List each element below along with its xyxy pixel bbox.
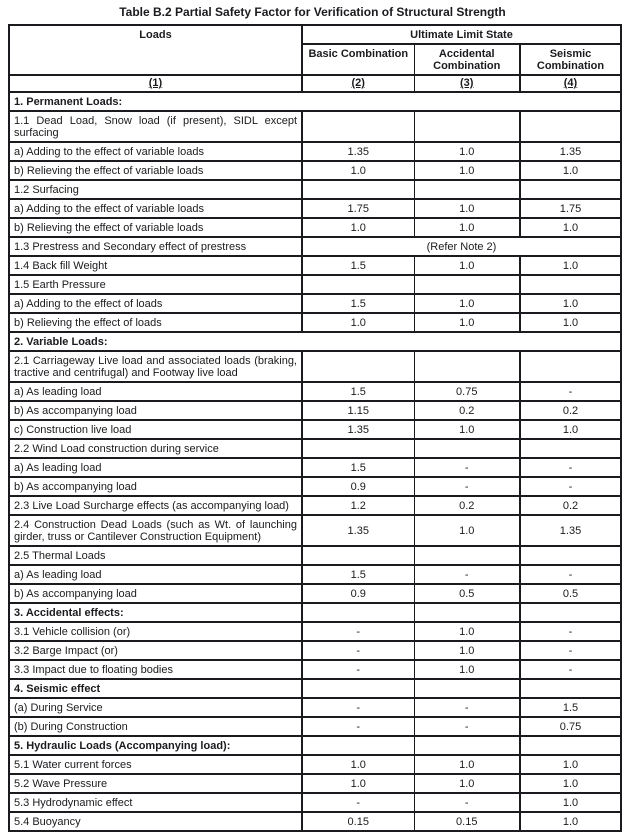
value-cell (414, 603, 520, 622)
section-label: 5. Hydraulic Loads (Accompanying load): (9, 736, 302, 755)
value-cell: 1.5 (302, 565, 414, 584)
table-row (9, 496, 621, 515)
section-label: 4. Seismic effect (9, 679, 302, 698)
value-cell: - (520, 622, 621, 641)
value-cell: - (520, 660, 621, 679)
value-cell: 0.2 (520, 496, 621, 515)
table-row (9, 237, 621, 256)
table-row (9, 199, 621, 218)
section-label: 3. Accidental effects: (9, 603, 302, 622)
value-cell: 1.2 (302, 496, 414, 515)
col-header-ultimate-limit-state: Ultimate Limit State (302, 25, 621, 44)
table-row (9, 256, 621, 275)
value-cell: - (414, 793, 520, 812)
table-row (9, 458, 621, 477)
value-cell (414, 111, 520, 142)
load-label: a) As leading load (9, 382, 302, 401)
value-cell: - (414, 458, 520, 477)
load-label: a) As leading load (9, 458, 302, 477)
table-row (9, 401, 621, 420)
table-row (9, 793, 621, 812)
value-cell: 0.15 (414, 812, 520, 831)
value-cell: 0.15 (302, 812, 414, 831)
value-cell (520, 603, 621, 622)
value-cell: 1.5 (302, 382, 414, 401)
value-cell: 1.0 (520, 420, 621, 439)
load-label: 3.1 Vehicle collision (or) (9, 622, 302, 641)
value-cell (414, 275, 520, 294)
load-label: b) Relieving the effect of variable loads (9, 218, 302, 237)
value-cell: - (520, 641, 621, 660)
value-cell: 1.0 (414, 256, 520, 275)
value-cell: 1.0 (520, 812, 621, 831)
load-label: a) Adding to the effect of variable loads (9, 199, 302, 218)
load-label: 3.2 Barge Impact (or) (9, 641, 302, 660)
value-cell (414, 439, 520, 458)
load-label: 2.2 Wind Load construction during service (9, 439, 302, 458)
value-cell: - (302, 660, 414, 679)
load-label: 5.2 Wave Pressure (9, 774, 302, 793)
value-cell: - (414, 477, 520, 496)
load-label: 5.3 Hydrodynamic effect (9, 793, 302, 812)
value-cell: 1.0 (520, 793, 621, 812)
value-cell: - (302, 698, 414, 717)
table-row (9, 774, 621, 793)
value-cell: 1.0 (414, 755, 520, 774)
value-cell: 1.0 (414, 420, 520, 439)
load-label: a) Adding to the effect of variable loads (9, 142, 302, 161)
value-cell: 1.0 (302, 755, 414, 774)
value-cell (414, 180, 520, 199)
value-cell: 0.2 (520, 401, 621, 420)
load-label: 1.3 Prestress and Secondary effect of prestress (9, 237, 302, 256)
table-row (9, 698, 621, 717)
value-cell: 1.0 (414, 161, 520, 180)
value-cell: 1.0 (302, 161, 414, 180)
table-body (9, 92, 621, 831)
table-title: Table B.2 Partial Safety Factor for Verification of Structural Strength (119, 5, 506, 19)
table-row (9, 565, 621, 584)
section-row (9, 679, 621, 698)
load-label: 2.1 Carriageway Live load and associated loads (braking, tractive and centrifugal) and Footway live load (9, 351, 302, 382)
value-cell: 1.35 (520, 142, 621, 161)
value-cell: 1.0 (520, 755, 621, 774)
value-cell: 1.35 (520, 515, 621, 546)
value-cell (302, 603, 414, 622)
table-row (9, 180, 621, 199)
table-row (9, 111, 621, 142)
table-row (9, 641, 621, 660)
header-row-indices (9, 75, 621, 92)
value-cell (414, 351, 520, 382)
value-cell (520, 111, 621, 142)
table-row (9, 439, 621, 458)
table-row (9, 660, 621, 679)
note-cell: (Refer Note 2) (302, 237, 621, 256)
value-cell: 1.0 (414, 199, 520, 218)
col-header-accidental-combination: Accidental Combination (414, 44, 520, 75)
value-cell: - (302, 641, 414, 660)
value-cell: 1.0 (414, 515, 520, 546)
table-row (9, 420, 621, 439)
value-cell: 1.35 (302, 142, 414, 161)
col-header-seismic-combination: Seismic Combination (520, 44, 621, 75)
value-cell: 0.75 (520, 717, 621, 736)
table-row (9, 382, 621, 401)
value-cell: 0.9 (302, 477, 414, 496)
load-label: 2.3 Live Load Surcharge effects (as accompanying load) (9, 496, 302, 515)
col-index-1: (1) (9, 75, 302, 92)
value-cell: 1.5 (302, 458, 414, 477)
table-row (9, 351, 621, 382)
section-label: 2. Variable Loads: (9, 332, 621, 351)
header-row-top (9, 25, 621, 44)
value-cell: 1.0 (302, 774, 414, 793)
value-cell: - (414, 698, 520, 717)
value-cell: - (520, 382, 621, 401)
load-label: b) As accompanying load (9, 584, 302, 603)
value-cell: 0.2 (414, 496, 520, 515)
value-cell (520, 736, 621, 755)
load-label: c) Construction live load (9, 420, 302, 439)
value-cell: 1.0 (414, 294, 520, 313)
load-label: a) As leading load (9, 565, 302, 584)
load-label: 5.4 Buoyancy (9, 812, 302, 831)
value-cell (302, 111, 414, 142)
load-label: 1.2 Surfacing (9, 180, 302, 199)
load-label: 2.5 Thermal Loads (9, 546, 302, 565)
col-header-basic-combination: Basic Combination (302, 44, 414, 75)
value-cell: 1.0 (520, 294, 621, 313)
value-cell: 1.15 (302, 401, 414, 420)
value-cell (302, 546, 414, 565)
value-cell: 0.5 (520, 584, 621, 603)
value-cell: - (520, 477, 621, 496)
table-row (9, 142, 621, 161)
value-cell: 1.0 (520, 256, 621, 275)
load-label: 1.1 Dead Load, Snow load (if present), SIDL except surfacing (9, 111, 302, 142)
value-cell: 0.5 (414, 584, 520, 603)
value-cell (302, 679, 414, 698)
value-cell: 1.0 (414, 622, 520, 641)
load-label: (b) During Construction (9, 717, 302, 736)
load-label: b) Relieving the effect of variable loads (9, 161, 302, 180)
section-row (9, 332, 621, 351)
load-label: b) Relieving the effect of loads (9, 313, 302, 332)
load-label: b) As accompanying load (9, 477, 302, 496)
section-row (9, 92, 621, 111)
value-cell: - (520, 458, 621, 477)
value-cell (302, 180, 414, 199)
value-cell: 0.9 (302, 584, 414, 603)
table-header (9, 25, 621, 92)
value-cell (302, 275, 414, 294)
value-cell (302, 736, 414, 755)
table-row (9, 313, 621, 332)
safety-factor-table (8, 24, 622, 832)
value-cell: 1.0 (414, 641, 520, 660)
value-cell: 1.5 (520, 698, 621, 717)
col-index-4: (4) (520, 75, 621, 92)
load-label: a) Adding to the effect of loads (9, 294, 302, 313)
value-cell: 1.0 (414, 313, 520, 332)
table-row (9, 477, 621, 496)
value-cell: - (414, 717, 520, 736)
value-cell: 1.0 (414, 218, 520, 237)
load-label: 5.1 Water current forces (9, 755, 302, 774)
value-cell: - (414, 565, 520, 584)
load-label: b) As accompanying load (9, 401, 302, 420)
value-cell: - (302, 622, 414, 641)
table-row (9, 275, 621, 294)
value-cell: 1.0 (302, 218, 414, 237)
value-cell: 1.0 (414, 660, 520, 679)
table-row (9, 622, 621, 641)
table-row (9, 584, 621, 603)
value-cell (414, 736, 520, 755)
value-cell: 1.75 (302, 199, 414, 218)
value-cell (520, 546, 621, 565)
value-cell: 1.0 (520, 161, 621, 180)
table-row (9, 294, 621, 313)
value-cell: 1.0 (414, 774, 520, 793)
table-row (9, 161, 621, 180)
section-row (9, 603, 621, 622)
col-index-3: (3) (414, 75, 520, 92)
value-cell: - (302, 717, 414, 736)
col-index-2: (2) (302, 75, 414, 92)
value-cell: 1.0 (302, 313, 414, 332)
value-cell: - (520, 565, 621, 584)
value-cell (302, 439, 414, 458)
value-cell: 1.35 (302, 420, 414, 439)
load-label: 2.4 Construction Dead Loads (such as Wt. of launching girder, truss or Cantilever Construction Equipment) (9, 515, 302, 546)
value-cell: 1.0 (520, 218, 621, 237)
table-row (9, 812, 621, 831)
table-row (9, 717, 621, 736)
load-label: 1.5 Earth Pressure (9, 275, 302, 294)
value-cell: 0.2 (414, 401, 520, 420)
value-cell (414, 546, 520, 565)
value-cell (520, 180, 621, 199)
value-cell (520, 439, 621, 458)
table-row (9, 515, 621, 546)
value-cell: - (302, 793, 414, 812)
value-cell: 1.0 (520, 313, 621, 332)
table-row (9, 218, 621, 237)
value-cell (302, 351, 414, 382)
value-cell (520, 351, 621, 382)
table-row (9, 546, 621, 565)
value-cell: 1.0 (520, 774, 621, 793)
value-cell (414, 679, 520, 698)
value-cell: 0.75 (414, 382, 520, 401)
value-cell: 1.0 (414, 142, 520, 161)
value-cell: 1.5 (302, 256, 414, 275)
load-label: (a) During Service (9, 698, 302, 717)
load-label: 1.4 Back fill Weight (9, 256, 302, 275)
section-row (9, 736, 621, 755)
value-cell: 1.5 (302, 294, 414, 313)
col-header-loads: Loads (9, 25, 302, 75)
value-cell: 1.75 (520, 199, 621, 218)
load-label: 3.3 Impact due to floating bodies (9, 660, 302, 679)
table-row (9, 755, 621, 774)
value-cell (520, 679, 621, 698)
value-cell: 1.35 (302, 515, 414, 546)
value-cell (520, 275, 621, 294)
section-label: 1. Permanent Loads: (9, 92, 621, 111)
